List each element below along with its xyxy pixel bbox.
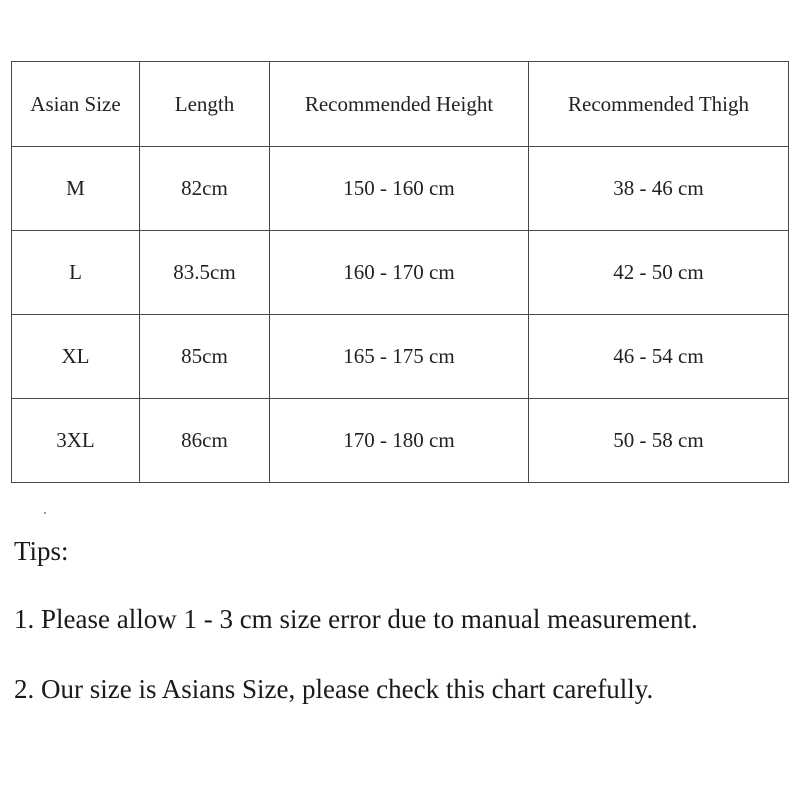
table-row [12, 147, 789, 231]
cell-thigh: 50 - 58 cm [529, 399, 789, 483]
header-length: Length [140, 62, 270, 147]
header-asian-size: Asian Size [12, 62, 140, 147]
cell-height: 165 - 175 cm [270, 315, 529, 399]
cell-length: 86cm [140, 399, 270, 483]
table-row [12, 315, 789, 399]
header-recommended-thigh: Recommended Thigh [529, 62, 789, 147]
cell-thigh: 38 - 46 cm [529, 147, 789, 231]
cell-length: 82cm [140, 147, 270, 231]
cell-size: L [12, 231, 140, 315]
cell-height: 170 - 180 cm [270, 399, 529, 483]
tips-section [14, 533, 800, 707]
table-header-row [12, 62, 789, 147]
cell-length: 85cm [140, 315, 270, 399]
header-recommended-height: Recommended Height [270, 62, 529, 147]
table-row [12, 399, 789, 483]
cell-height: 160 - 170 cm [270, 231, 529, 315]
cell-height: 150 - 160 cm [270, 147, 529, 231]
cell-length: 83.5cm [140, 231, 270, 315]
tip-item: 1. Please allow 1 - 3 cm size error due to manual measurement. [14, 604, 698, 634]
tips-title: Tips: [14, 536, 69, 566]
cell-thigh: 46 - 54 cm [529, 315, 789, 399]
tip-item: 2. Our size is Asians Size, please check this chart carefully. [14, 674, 654, 704]
size-chart-table [11, 61, 789, 483]
cell-size: 3XL [12, 399, 140, 483]
cell-size: M [12, 147, 140, 231]
stray-dot [44, 512, 46, 514]
cell-thigh: 42 - 50 cm [529, 231, 789, 315]
table-row [12, 231, 789, 315]
cell-size: XL [12, 315, 140, 399]
